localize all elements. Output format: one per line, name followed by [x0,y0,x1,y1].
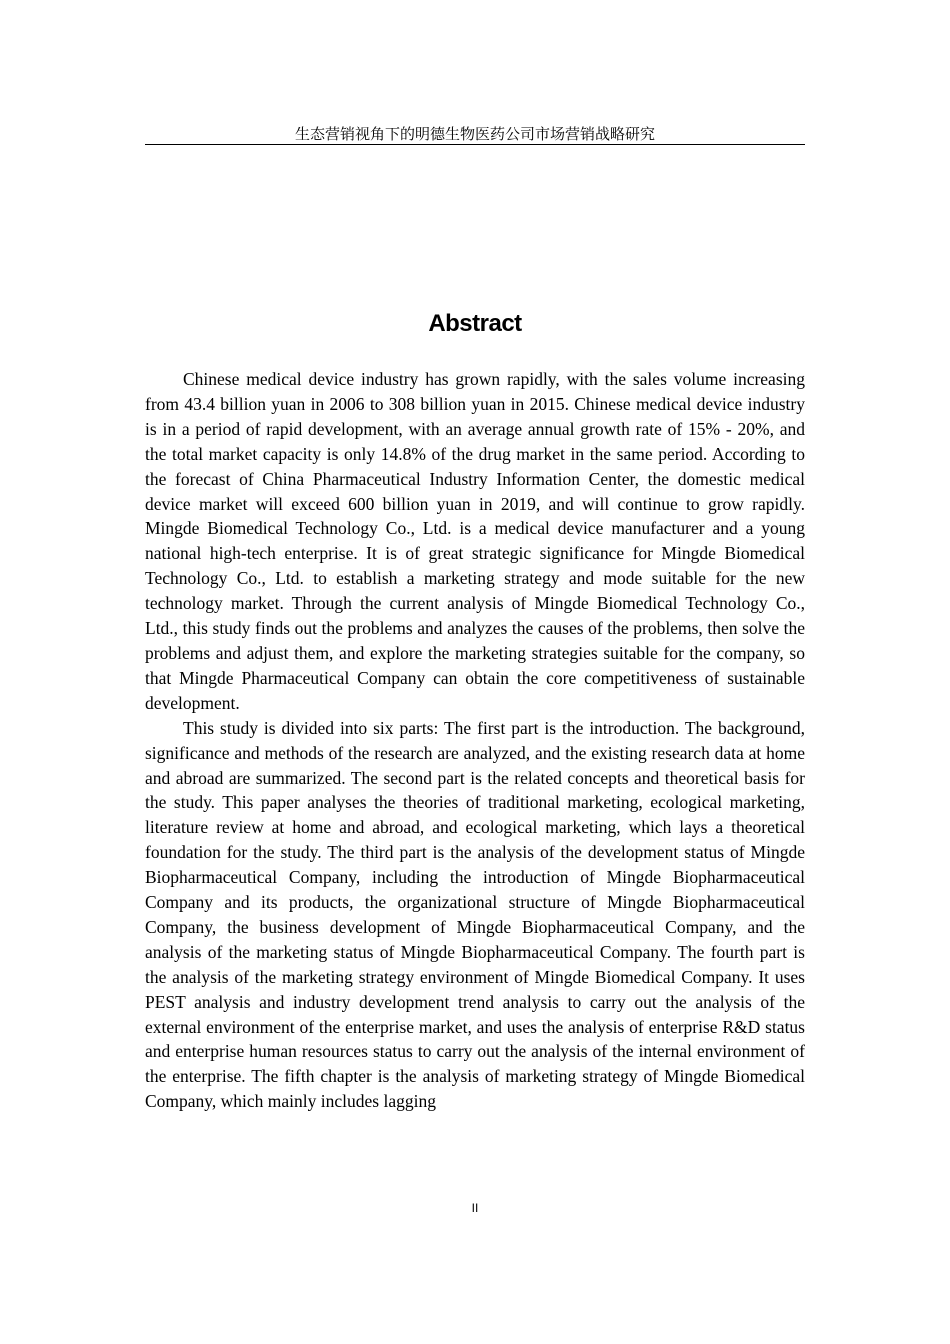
page-number: II [471,1201,479,1215]
abstract-paragraph-2: This study is divided into six parts: The first part is the introduction. The background, significance and methods of the research are analyzed, and the existing research data at home and abroad are summarized. The second part is the related concepts and theoretical basis for the study. This paper analyses the theories of traditional marketing, ecological marketing, literature review at home and abroad, and ecological marketing, which lays a theoretical foundation for the study. The third part is the analysis of the development status of Mingde Biopharmaceutical Company, including the introduction of Mingde Biopharmaceutical Company and its products, the organizational structure of Mingde Biopharmaceutical Company, the business development of Mingde Biopharmaceutical Company, and the analysis of the marketing status of Mingde Biopharmaceutical Company. The fourth part is the analysis of the marketing strategy environment of Mingde Biomedical Company. It uses PEST analysis and industry development trend analysis to carry out the analysis of the external environment of the enterprise market, and uses the analysis of enterprise R&D status and enterprise human resources status to carry out the analysis of the internal environment of the enterprise. The fifth chapter is the analysis of marketing strategy of Mingde Biomedical Company, which mainly includes lagging [145,717,805,1112]
abstract-body [145,367,805,1114]
abstract-paragraph-1: Chinese medical device industry has grown rapidly, with the sales volume increasing from 43.4 billion yuan in 2006 to 308 billion yuan in 2015. Chinese medical device industry is in a period of rapid development, with an average annual growth rate of 15% - 20%, and the total market capacity is only 14.8% of the drug market in the same period. According to the forecast of China Pharmaceutical Industry Information Center, the domestic medical device market will exceed 600 billion yuan in 2019, and will continue to grow rapidly. Mingde Biomedical Technology Co., Ltd. is a medical device manufacturer and a young national high-tech enterprise. It is of great strategic significance for Mingde Biomedical Technology Co., Ltd. to establish a marketing strategy and mode suitable for the new technology market. Through the current analysis of Mingde Biomedical Technology Co., Ltd., this study finds out the problems and analyzes the causes of the problems, then solve the problems and adjust them, and explore the marketing strategies suitable for the company, so that Mingde Pharmaceutical Company can obtain the core competitiveness of sustainable development. [145,369,805,713]
running-header: 生态营销视角下的明德生物医药公司市场营销战略研究 [145,124,805,145]
abstract-heading: Abstract [428,310,522,337]
